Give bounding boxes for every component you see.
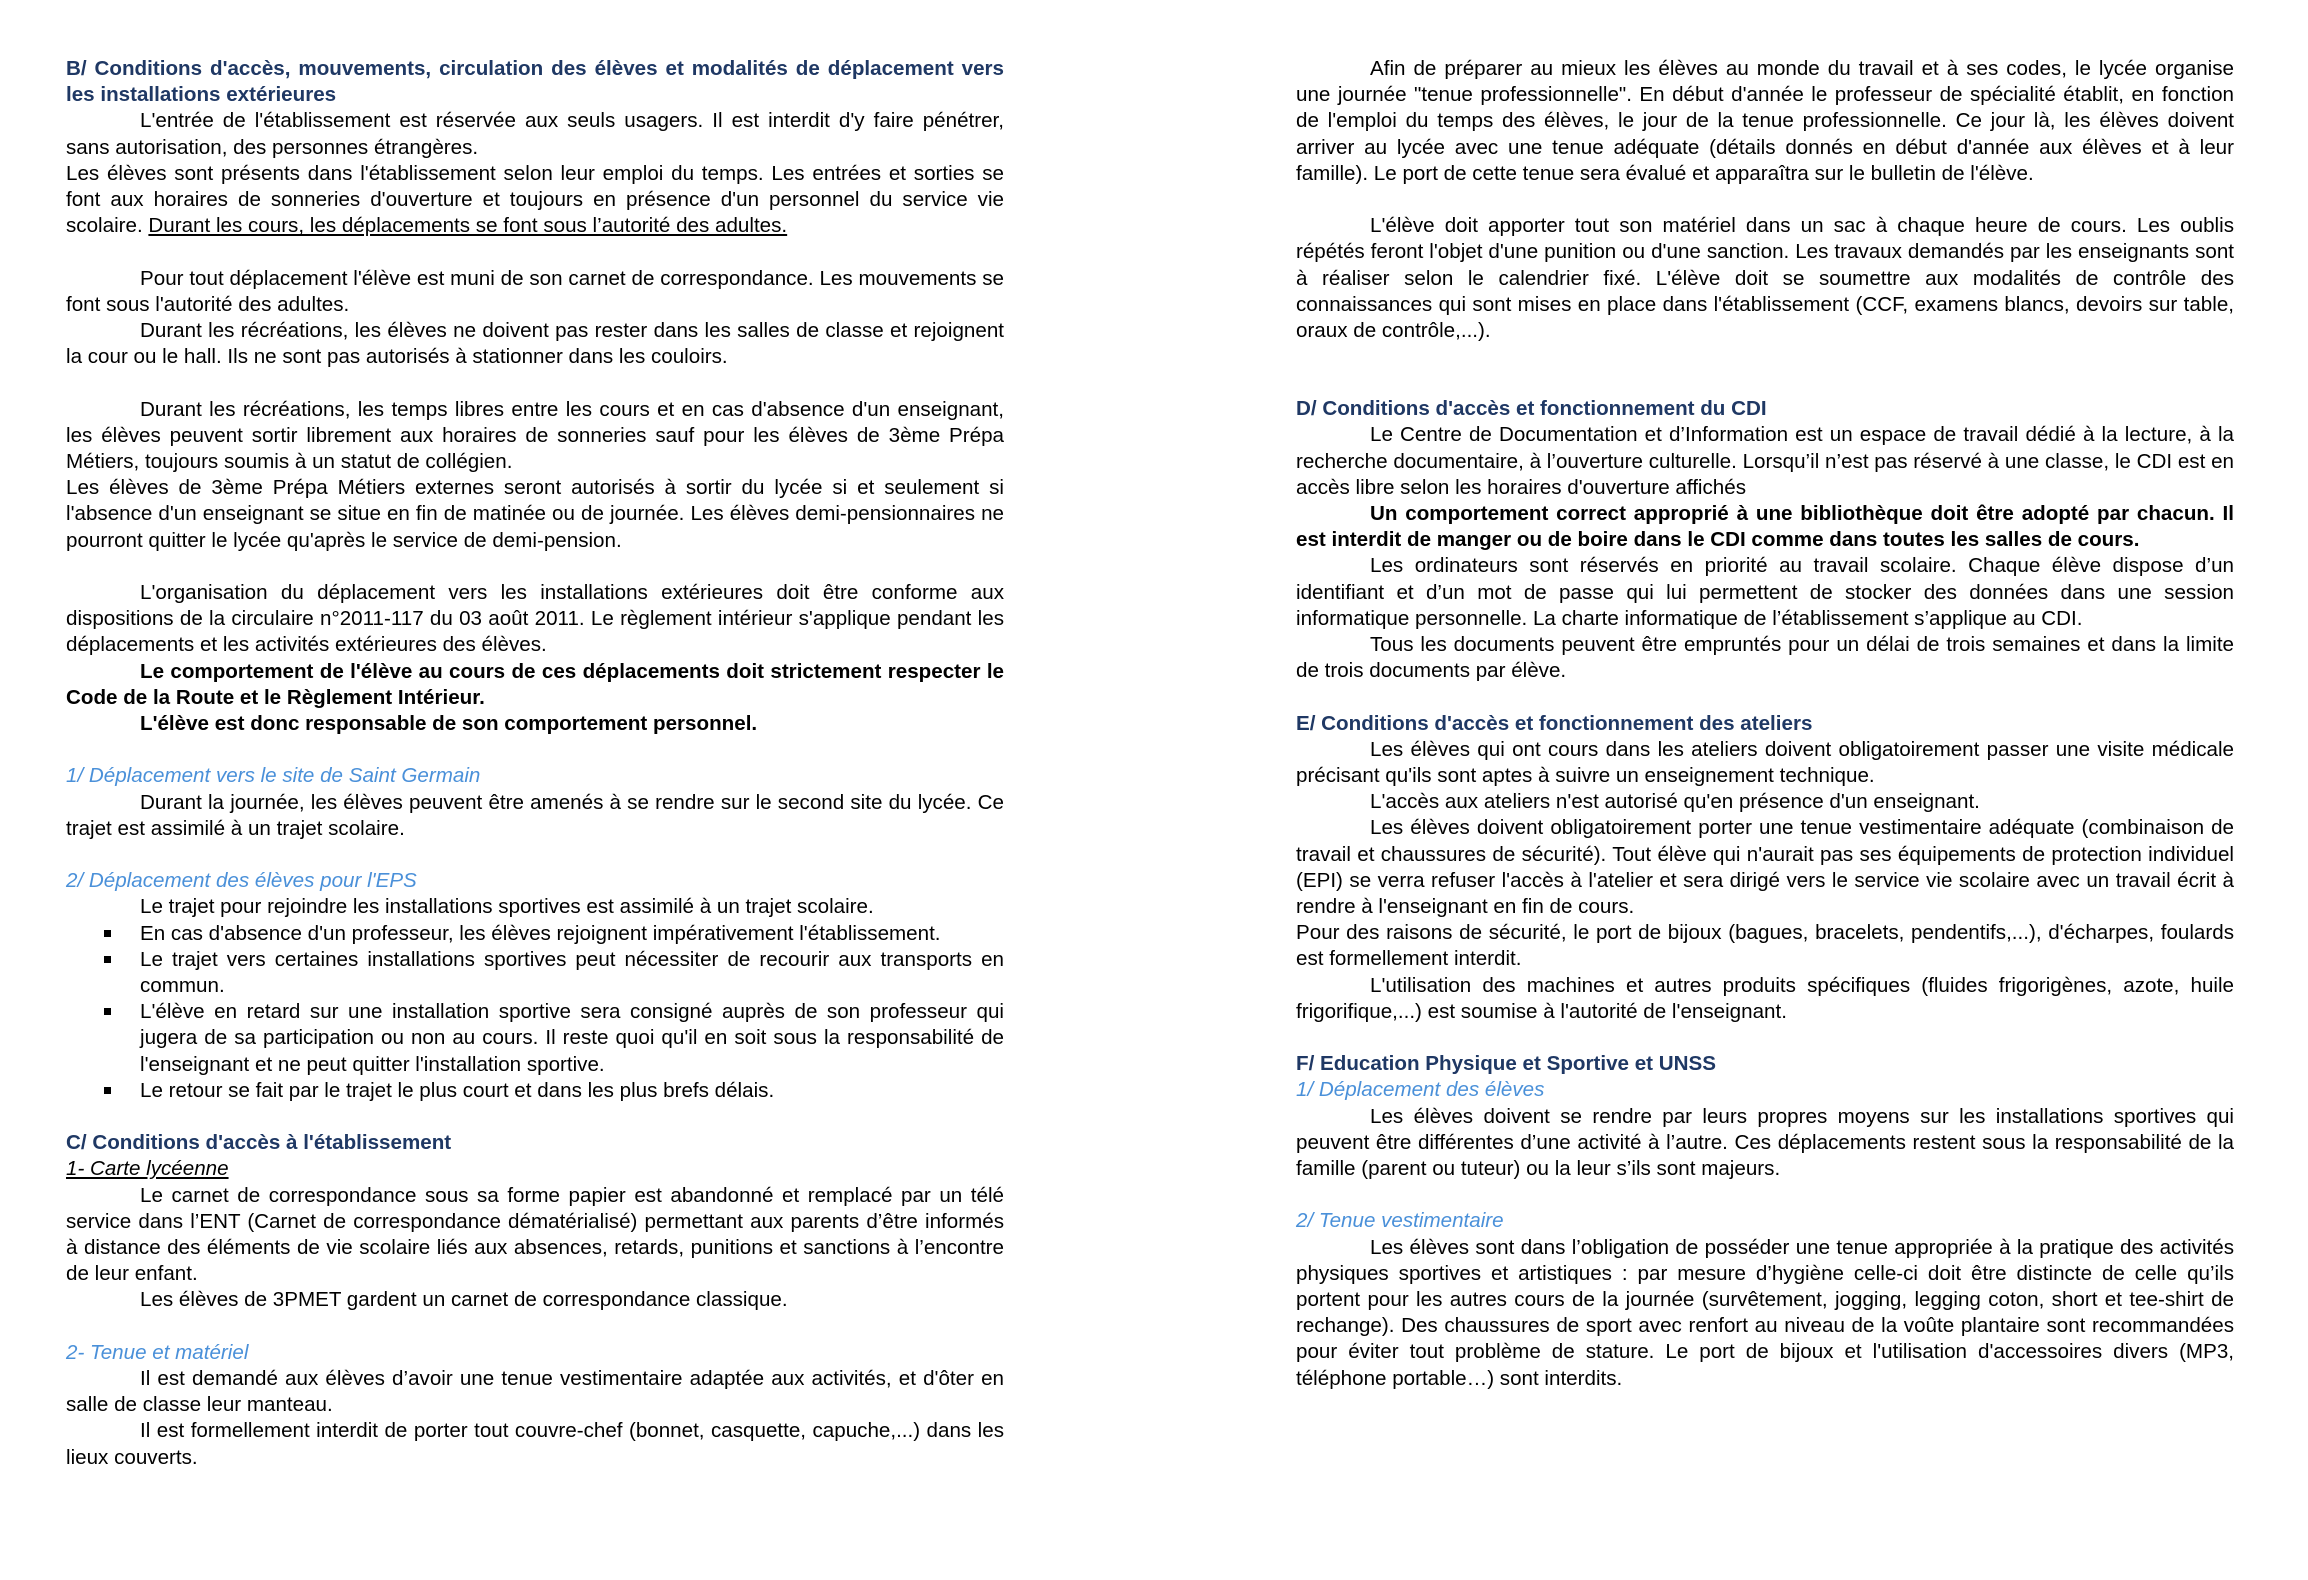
cdi-paragraph-1: Le Centre de Documentation et d’Information est un espace de travail dédié à la lecture, à la recherche documentaire, à l’ouverture culturelle. Lorsqu’il n’est pas réservé à une classe, le CDI est en accès libre selon les horaires d'ouverture affichés (1296, 423, 2234, 499)
carte-lyceenne-title: 1- Carte lycéenne (66, 1157, 229, 1181)
bullet-icon (104, 930, 111, 937)
section-b-paragraph-1: L'entrée de l'établissement est réservée aux seuls usagers. Il est interdit d'y faire pénétrer, sans autorisation, des personnes étrangères. (66, 109, 1004, 159)
list-item (66, 999, 1004, 1078)
section-b-paragraph-2 (66, 161, 1004, 240)
list-item-text: Le retour se fait par le trajet le plus court et dans les plus brefs délais. (140, 1078, 775, 1102)
ateliers-paragraph-5: L'utilisation des machines et autres produits spécifiques (fluides frigorigènes, azote, huile frigorifique,...) est soumise à l'autorité de l'enseignant. (1296, 973, 2234, 1023)
tenue-materiel-title: 2- Tenue et matériel (66, 1340, 249, 1364)
subsection-2-paragraph: Le trajet pour rejoindre les installations sportives est assimilé à un trajet scolaire. (140, 895, 874, 919)
section-b-paragraph-8: Le comportement de l'élève au cours de ces déplacements doit strictement respecter le Code de la Route et le Règlement Intérieur. (66, 659, 1004, 709)
cdi-paragraph-2: Un comportement correct approprié à une bibliothèque doit être adopté par chacun. Il est interdit de manger ou de boire dans le CDI comme dans toutes les salles de cours. (1296, 502, 2234, 552)
tenue-materiel-paragraph-2: Il est formellement interdit de porter tout couvre-chef (bonnet, casquette, capuche,...) dans les lieux couverts. (66, 1419, 1004, 1469)
ateliers-paragraph-4: Pour des raisons de sécurité, le port de bijoux (bagues, bracelets, pendentifs,...), d'écharpes, foulards est formellement interdit. (1296, 921, 2234, 971)
subsection-1-paragraph: Durant la journée, les élèves peuvent être amenés à se rendre sur le second site du lycée. Ce trajet est assimilé à un trajet scolaire. (66, 790, 1004, 840)
right-column (1296, 56, 2234, 1392)
list-item-text: L'élève en retard sur une installation sportive sera consigné auprès de son professeur qui jugera de sa participation ou non au cours. Il reste quoi qu'il en soit sous la responsabilité de l'enseignant et ne peut quitter l'installation sportive. (140, 1000, 1004, 1076)
section-f-title: F/ Education Physique et Sportive et UNSS (1296, 1052, 1716, 1076)
carte-lyceenne-paragraph-1: Le carnet de correspondance sous sa forme papier est abandonné et remplacé par un télé service dans l’ENT (Carnet de correspondance dématérialisé) permettant aux parents d’être informés à distance des éléments de vie scolaire liés aux absences, retards, punitions et sanctions à l’encontre de leur enfant. (66, 1183, 1004, 1286)
carte-lyceenne-paragraph-2: Les élèves de 3PMET gardent un carnet de correspondance classique. (140, 1288, 788, 1312)
left-column (66, 56, 1004, 1471)
section-b-paragraph-6: Les élèves de 3ème Prépa Métiers externes seront autorisés à sortir du lycée si et seulement si l'absence d'un enseignant se situe en fin de matinée ou de journée. Les élèves demi-pensionnaires ne pourront quitter le lycée qu'après le service de demi-pension. (66, 476, 1004, 552)
section-b-paragraph-9: L'élève est donc responsable de son comportement personnel. (140, 712, 758, 736)
section-b-title: B/ Conditions d'accès, mouvements, circulation des élèves et modalités de déplacement vers les installations extérieures (66, 57, 1004, 107)
cdi-paragraph-3: Les ordinateurs sont réservés en priorité au travail scolaire. Chaque élève dispose d’un identifiant et d’un mot de passe qui lui permettent de stocker des données dans une session informatique personnelle. La charte informatique de l’établissement s’applique au CDI. (1296, 554, 2234, 630)
list-item (66, 947, 1004, 999)
list-item (66, 921, 1004, 947)
ateliers-paragraph-3: Les élèves doivent obligatoirement porter une tenue vestimentaire adéquate (combinaison de travail et chaussures de sécurité). Tout élève qui n'aurait pas ses équipements de protection individuel (EPI) se verra refuser l'accès à l'atelier et sera dirigé vers le service vie scolaire avec un travail écrit à rendre à l'enseignant en fin de cours. (1296, 816, 2234, 919)
eps-tenue-paragraph: Les élèves sont dans l’obligation de posséder une tenue appropriée à la pratique des activités physiques sportives et artistiques : par mesure d’hygiène celle-ci doit être distincte de celle qu’ils portent pour les autres cours de la journée (survêtement, jogging, legging coton, short et tee-shirt de rechange). Des chaussures de sport avec renfort au niveau de la voûte plantaire sont recommandées pour éviter tout problème de stature. Le port de bijoux et l'utilisation d'accessoires divers (MP3, téléphone portable…) sont interdits. (1296, 1235, 2234, 1390)
tenue-professionnelle-paragraph: Afin de préparer au mieux les élèves au monde du travail et à ses codes, le lycée organise une journée "tenue professionnelle". En début d'année le professeur de spécialité établit, en fonction de l'emploi du temps des élèves, le jour de la tenue professionnelle. Ce jour là, les élèves doivent arriver au lycée avec une tenue adéquate (détails donnés en début d'année aux élèves et à leur famille). Le port de cette tenue sera évalué et apparaîtra sur le bulletin de l'élève. (1296, 57, 2234, 185)
bullet-icon (104, 956, 111, 963)
eps-rules-list (66, 921, 1004, 1104)
section-b-paragraph-2-underlined: Durant les cours, les déplacements se font sous l’autorité des adultes. (148, 214, 788, 238)
ateliers-paragraph-2: L'accès aux ateliers n'est autorisé qu'en présence d'un enseignant. (1370, 790, 1980, 814)
eps-tenue-title: 2/ Tenue vestimentaire (1296, 1209, 1504, 1233)
eps-deplacement-paragraph: Les élèves doivent se rendre par leurs propres moyens sur les installations sportives qui peuvent être différentes d’une activité à l’autre. Ces déplacements restent sous la responsabilité de la famille (parent ou tuteur) ou la leur s’ils sont majeurs. (1296, 1104, 2234, 1181)
list-item (66, 1078, 1004, 1104)
section-d-title: D/ Conditions d'accès et fonctionnement du CDI (1296, 397, 1767, 421)
list-item-text: En cas d'absence d'un professeur, les élèves rejoignent impérativement l'établissement. (140, 921, 941, 945)
section-b-paragraph-2-text: Les élèves sont présents dans l'établissement selon leur emploi du temps. Les entrées et sorties se font aux horaires de sonneries d'ouverture et toujours en présence d'un personnel du service vie scolaire. (66, 161, 1004, 238)
bullet-icon (104, 1087, 111, 1094)
subsection-2-title: 2/ Déplacement des élèves pour l'EPS (66, 869, 417, 893)
subsection-1-title: 1/ Déplacement vers le site de Saint Germain (66, 764, 481, 788)
cdi-paragraph-4: Tous les documents peuvent être empruntés pour un délai de trois semaines et dans la limite de trois documents par élève. (1296, 633, 2234, 683)
section-b-paragraph-4: Durant les récréations, les élèves ne doivent pas rester dans les salles de classe et rejoignent la cour ou le hall. Ils ne sont pas autorisés à stationner dans les couloirs. (66, 319, 1004, 369)
materiel-paragraph: L'élève doit apporter tout son matériel dans un sac à chaque heure de cours. Les oublis répétés feront l'objet d'une punition ou d'une sanction. Les travaux demandés par les enseignants sont à réaliser selon le calendrier fixé. L'élève doit se soumettre aux modalités de contrôle des connaissances qui sont mises en place dans l'établissement (CCF, examens blancs, devoirs sur table, oraux de contrôle,...). (1296, 214, 2234, 343)
list-item-text: Le trajet vers certaines installations sportives peut nécessiter de recourir aux transports en commun. (140, 947, 1004, 998)
ateliers-paragraph-1: Les élèves qui ont cours dans les ateliers doivent obligatoirement passer une visite médicale précisant qu'ils sont aptes à suivre un enseignement technique. (1296, 737, 2234, 788)
section-b-paragraph-3: Pour tout déplacement l'élève est muni de son carnet de correspondance. Les mouvements se font sous l'autorité des adultes. (66, 266, 1004, 316)
section-c-title: C/ Conditions d'accès à l'établissement (66, 1131, 452, 1155)
bullet-icon (104, 1008, 111, 1015)
section-b-paragraph-5: Durant les récréations, les temps libres entre les cours et en cas d'absence d'un enseignant, les élèves peuvent sortir librement aux horaires de sonneries sauf pour les élèves de 3ème Prépa Métiers, toujours soumis à un statut de collégien. (66, 397, 1004, 474)
eps-deplacement-title: 1/ Déplacement des élèves (1296, 1078, 1545, 1102)
section-e-title: E/ Conditions d'accès et fonctionnement des ateliers (1296, 711, 1813, 735)
section-b-paragraph-7: L'organisation du déplacement vers les installations extérieures doit être conforme aux dispositions de la circulaire n°2011-117 du 03 août 2011. Le règlement intérieur s'applique pendant les déplacements et les activités extérieures des élèves. (66, 581, 1004, 657)
tenue-materiel-paragraph-1: Il est demandé aux élèves d’avoir une tenue vestimentaire adaptée aux activités, et d'ôter en salle de classe leur manteau. (66, 1367, 1004, 1417)
